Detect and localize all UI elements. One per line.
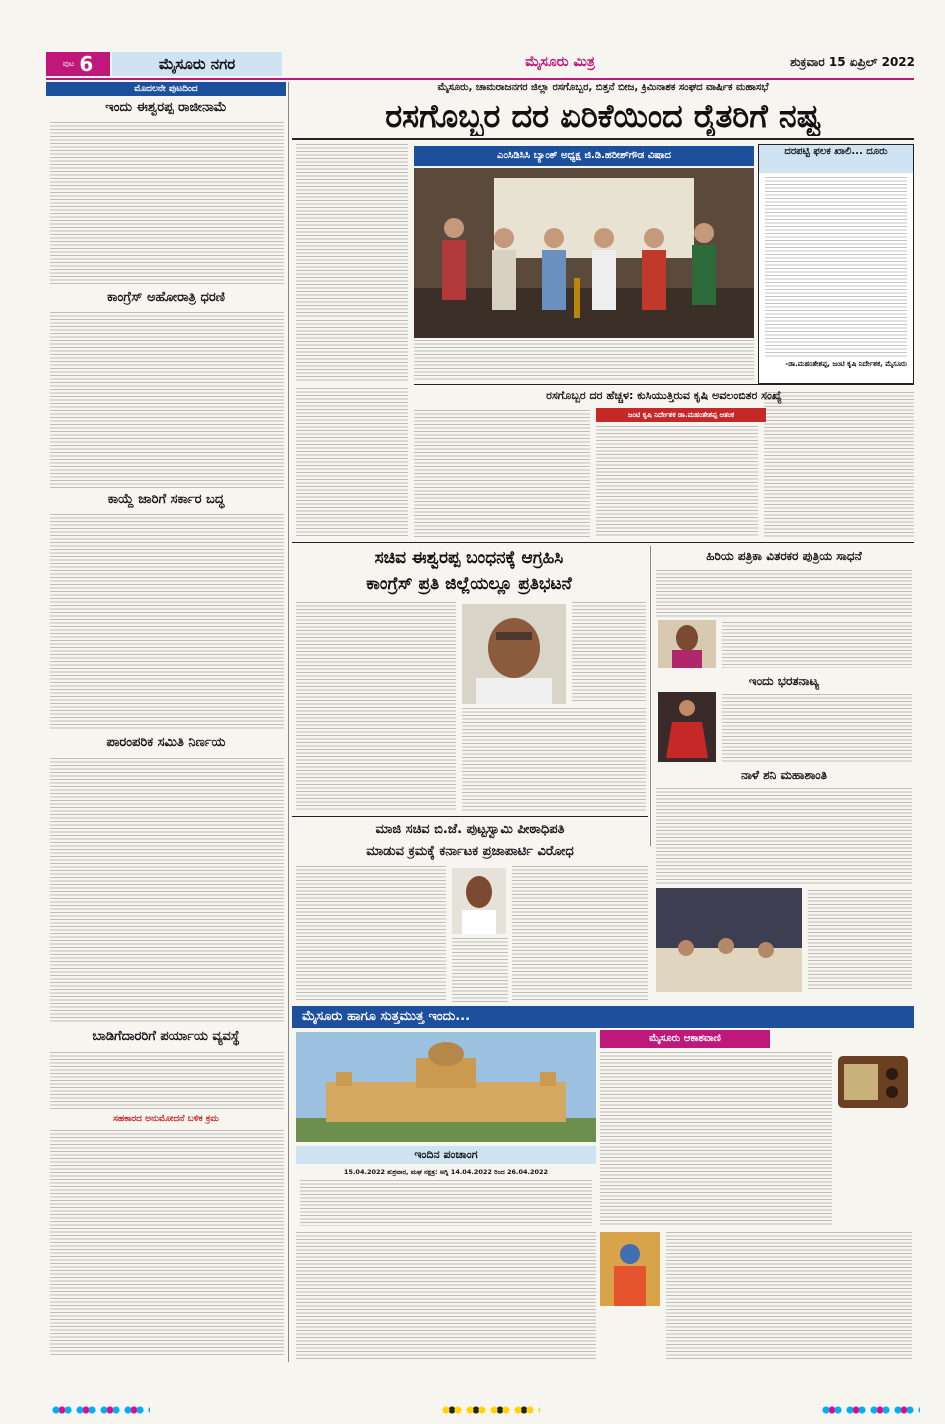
lead-headline: ರಸಗೊಬ್ಬರ ದರ ಏರಿಕೆಯಿಂದ ರೈತರಿಗೆ ನಷ್ಟ (385, 97, 821, 135)
story7-body-3 (452, 938, 508, 1002)
radio-title: ಮೈಸೂರು ಆಕಾಶವಾಣಿ (600, 1030, 770, 1048)
left-body-6 (50, 1130, 284, 1356)
lead-sidebar-head: ದರಪಟ್ಟಿ ಫಲಕ ಖಾಲಿ... ದೂರು (759, 145, 913, 173)
registration-marks-center (440, 1406, 540, 1414)
lead-body-col-3 (296, 320, 408, 382)
story6-body (656, 788, 912, 884)
radio-icon (838, 1056, 908, 1108)
lead-photo (414, 168, 754, 338)
section-rule-2 (292, 542, 914, 543)
left-headline-3: ಕಾಯ್ದೆ ಜಾರಿಗೆ ಸರ್ಕಾರ ಬದ್ಧ (107, 492, 225, 507)
story4-body (656, 570, 912, 618)
panchanga-title: ಇಂದಿನ ಪಂಚಾಂಗ (296, 1146, 596, 1164)
lead-sidebar (758, 144, 914, 384)
page-label: ಪುಟ (62, 59, 75, 68)
second-tag: ಜಂಟಿ ಕೃಷಿ ನಿರ್ದೇಶಕ ಡಾ.ಮಹಂತೇಶಪ್ಪ ಆತಂಕ (596, 408, 766, 422)
story6-caption (808, 890, 912, 990)
story3-body-1 (296, 602, 456, 812)
second-headline: ರಸಗೊಬ್ಬರ ದರ ಹೆಚ್ಚಳ: ಕುಸಿಯುತ್ತಿರುವ ಕೃಷಿ ಅವಲಂಬಿತರ ಸಂಖ್ಯೆ (546, 389, 782, 402)
story4-photo-1 (658, 620, 716, 668)
left-body-4 (50, 758, 284, 1024)
lead-sidebar-body (765, 177, 907, 357)
registration-marks-right (820, 1406, 920, 1414)
left-subhead: ಸಹಕಾರದ ಅನುಮೋದನೆ ಬಳಿಕ ಕ್ರಮ (113, 1114, 219, 1124)
left-body-3 (50, 514, 284, 730)
story4-body-2 (722, 622, 912, 668)
story3-headline-1: ಸಚಿವ ಈಶ್ವರಪ್ಪ ಬಂಧನಕ್ಕೆ ಆಗ್ರಹಿಸಿ (374, 548, 564, 568)
story3-body-2 (462, 708, 646, 812)
continued-label: ಮೊದಲನೇ ಪುಟದಿಂದ (46, 82, 286, 96)
story3-body-3 (572, 602, 646, 702)
panchanga-body (300, 1180, 592, 1226)
radio-body (600, 1052, 832, 1226)
second-body-1 (296, 388, 408, 538)
second-rule (414, 384, 914, 385)
story5-headline: ಇಂದು ಭರತನಾಟ್ಯ (748, 674, 820, 688)
section-rule-3 (292, 816, 648, 817)
left-headline-2: ಕಾಂಗ್ರೆಸ್ ಅಹೋರಾತ್ರಿ ಧರಣಿ (107, 290, 225, 305)
story7-portrait (452, 868, 506, 934)
story3-portrait (462, 604, 566, 704)
left-body-2 (50, 312, 284, 488)
registration-marks-left (50, 1406, 150, 1414)
paper-name: ಮೈಸೂರು ಮಿತ್ರ (525, 54, 595, 70)
story3-headline-2: ಕಾಂಗ್ರೆಸ್ ಪ್ರತಿ ಜಿಲ್ಲೆಯಲ್ಲೂ ಪ್ರತಿಭಟನೆ (366, 574, 572, 594)
left-headline-4: ಪಾರಂಪರಿಕ ಸಮಿತಿ ನಿರ್ಣಯ (106, 735, 226, 750)
panchanga-line: 15.04.2022 ಶುಕ್ರವಾರ, ಮಘ ನಕ್ಷತ್ರ: ಅಗ್ನಿ 14.04.2022 ರಿಂದ 26.04.2022 (343, 1168, 549, 1176)
section-name: ಮೈಸೂರು ನಗರ (112, 52, 282, 76)
second-body-2 (414, 410, 590, 538)
lead-rule (292, 138, 914, 140)
story7-body-1 (296, 866, 446, 1002)
second-body-4 (764, 392, 914, 538)
deity-photo (600, 1232, 660, 1306)
issue-date: ಶುಕ್ರವಾರ 15 ಏಪ್ರಿಲ್ 2022 (790, 55, 915, 69)
events-body (296, 1232, 596, 1360)
story7-headline-2: ಮಾಡುವ ಕ್ರಮಕ್ಕೆ ಕರ್ನಾಟಕ ಪ್ರಜಾಪಾರ್ಟಿ ವಿರೋಧ (366, 844, 574, 859)
page-number-badge (46, 52, 110, 76)
story5-body (722, 694, 912, 762)
palace-photo (296, 1032, 596, 1142)
page-number: 6 (79, 52, 94, 76)
left-headline-5: ಬಾಡಿಗೆದಾರರಿಗೆ ಪರ್ಯಾಯ ವ್ಯವಸ್ಥೆ (92, 1029, 240, 1044)
lead-photo-banner: ಎಂಸಿಡಿಸಿಸಿ ಬ್ಯಾಂಕ್ ಅಧ್ಯಕ್ಷ ಜಿ.ಡಿ.ಹರೀಶ್‌ಗೌಡ ವಿಷಾದ (414, 146, 754, 166)
story4-headline: ಹಿರಿಯ ಪತ್ರಿಕಾ ವಿತರಕರ ಪುತ್ರಿಯ ಸಾಧನೆ (706, 549, 862, 563)
lead-sidebar-sign: -ಡಾ.ಮಹಂತೇಶಪ್ಪ, ಜಂಟಿ ಕೃಷಿ ನಿರ್ದೇಶಕ, ಮೈಸೂರು (785, 360, 907, 368)
lead-body-col-1 (296, 144, 408, 318)
story5-dancer-photo (658, 692, 716, 762)
story6-headline: ನಾಳೆ ಶನಿ ಮಹಾಶಾಂತಿ (741, 768, 827, 782)
second-body-3 (596, 426, 758, 538)
lead-kicker: ಮೈಸೂರು, ಚಾಮರಾಜನಗರ ಜಿಲ್ಲಾ ರಸಗೊಬ್ಬರ, ಬಿತ್ತನೆ ಬೀಜ, ಕ್ರಿಮಿನಾಶಕ ಸಂಘದ ವಾರ್ಷಿಕ ಮಹಾಸಭೆ (437, 82, 769, 93)
left-headline-1: ಇಂದು ಈಶ್ವರಪ್ಪ ರಾಜೀನಾಮೆ (105, 100, 227, 115)
right-divider (650, 546, 651, 846)
story6-photo (656, 888, 802, 992)
left-body-1 (50, 122, 284, 284)
story7-headline-1: ಮಾಜಿ ಸಚಿವ ಬಿ.ಜೆ. ಪುಟ್ಟಸ್ವಾಮಿ ಪೀಠಾಧಿಪತಿ (375, 822, 565, 837)
lead-photo-caption (414, 340, 754, 380)
column-divider (288, 82, 289, 1362)
bottom-banner: ಮೈಸೂರು ಹಾಗೂ ಸುತ್ತಮುತ್ತ ಇಂದು... (292, 1006, 914, 1028)
events-body-2 (666, 1232, 912, 1360)
left-body-5 (50, 1052, 284, 1110)
story7-body-2 (512, 866, 648, 1002)
